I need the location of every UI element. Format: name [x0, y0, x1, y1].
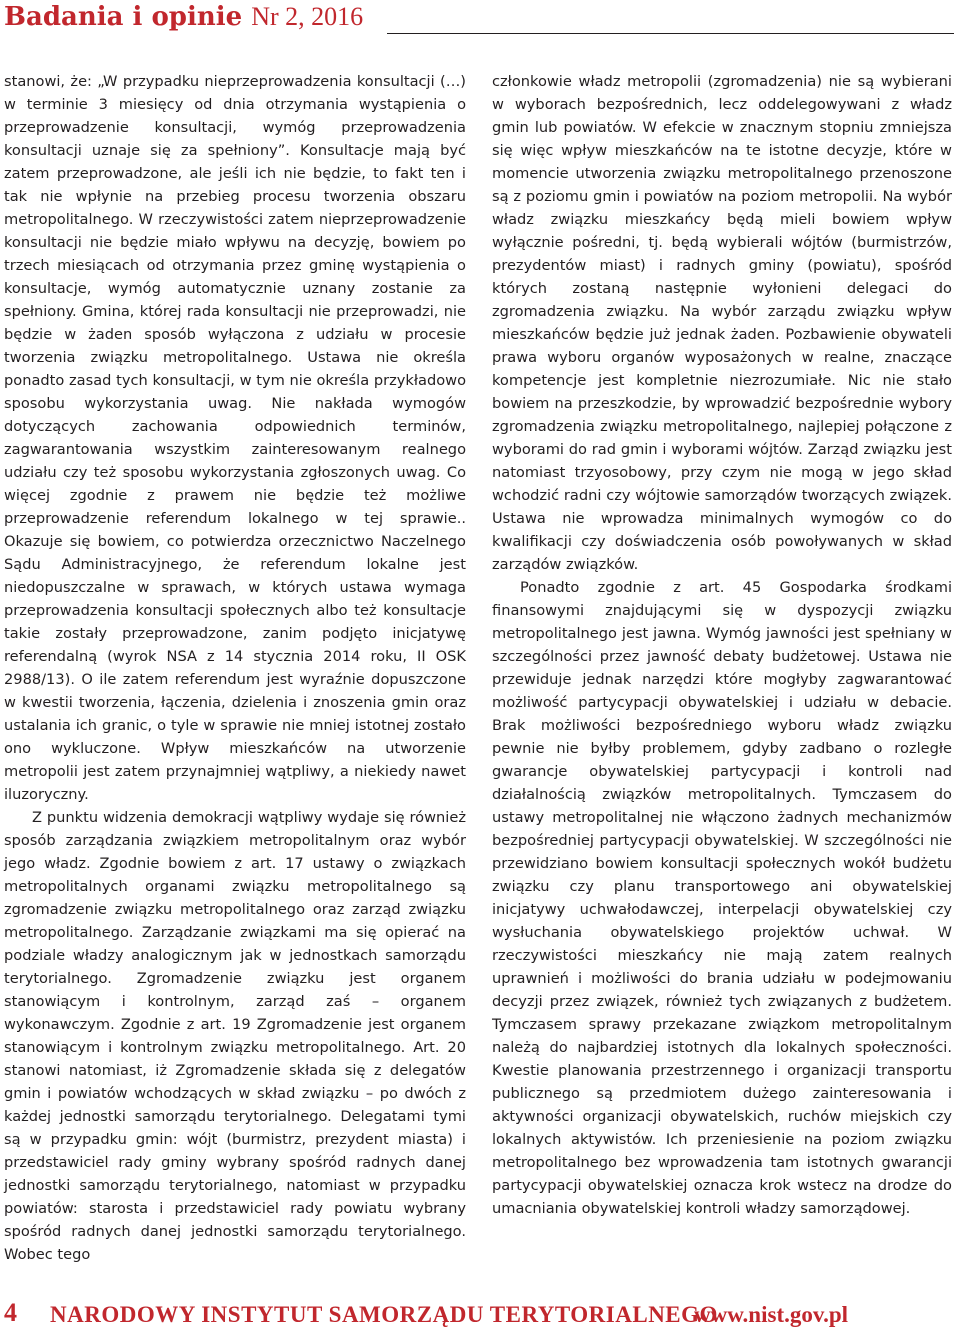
journal-title — [4, 2, 363, 32]
header-rule — [387, 33, 954, 34]
right-paragraph-1: członkowie władz metropolii (zgromadzenia) nie są wybierani w wyborach bezpośrednich, lecz oddelegowywani z władz gmin lub powiatów. W efekcie w znacznym stopniu zmniejsza się więc wpływ mieszkańców na te istotne decyzje, które w momencie utworzenia związku metropolitalnego przenoszone są z poziomu gmin i powiatów na poziom metropolii. Na wybór władz związku mieszkańcy będą mieli bowiem wpływ wyłącznie pośredni, tj. będą wybierali wójtów (burmistrzów, prezydentów miast) i radnych gminy (powiatu), spośród których zostaną następnie wyłonieni delegaci do zgromadzenia związku. Na wybór zarządu związku wpływ mieszkańców będzie już jednak żaden. Pozbawienie obywateli prawa wyboru organów wyposażonych w realne, znaczące kompetencje jest kompletnie niezrozumiałe. Nic nie stało bowiem na przeszkodzie, by wprowadzić bezpośrednie wybory zgromadzenia związku metropolitalnego, najlepiej połączone z wyborami do rad gmin i wyborami wójtów. Zarząd związku jest natomiast trzyosobowy, przy czym nie mogą w jego skład wchodzić radni czy wójtowie samorządów tworzących związek. Ustawa nie wprowadza minimalnych wymogów co do kwalifikacji czy doświadczenia osób powoływanych w skład zarządów związków. — [492, 73, 952, 573]
institute-name: NARODOWY INSTYTUT SAMORZĄDU TERYTORIALNEGO — [50, 1302, 718, 1327]
journal-issue: Nr 2, 2016 — [251, 2, 364, 31]
left-paragraph-2: Z punktu widzenia demokracji wątpliwy wydaje się również sposób zarządzania związkiem metropolitalnym oraz wybór jego władz. Zgodnie bowiem z art. 17 ustawy o związkach metropolitalnych organami związku metropolitalnego są zgromadzenie związku metropolitalnego oraz zarząd związku metropolitalnego. Zarządzanie związkami ma się opierać na podziale władzy analogicznym jak w jednostkach samorządu terytorialnego. Zgromadzenie związku jest organem stanowiącym i kontrolnym, zarząd zaś – organem wykonawczym. Zgodnie z art. 19 Zgromadzenie jest organem stanowiącym i kontrolnym związku metropolitalnego. Art. 20 stanowi natomiast, iż Zgromadzenie składa się z delegatów gmin i powiatów wchodzących w skład związku – po dwóch z każdej jednostki samorządu terytorialnego. Delegatami tymi są w przypadku gmin: wójt (burmistrz, prezydent miasta) i przedstawiciel rady gminy wybrany spośród radnych danej jednostki samorządu terytorialnego, natomiast w przypadku powiatów: starosta i przedstawiciel rady powiatu wybrany spośród radnych danej jednostki samorządu terytorialnego. Wobec tego — [4, 809, 466, 1263]
right-paragraph-2: Ponadto zgodnie z art. 45 Gospodarka środkami finansowymi znajdującymi się w dyspozycji związku metropolitalnego jest jawna. Wymóg jawności jest spełniany w szczególności przez jawność debaty budżetowej. Ustawa nie przewiduje jednak narzędzi które mogłyby zagwarantować możliwość partycypacji obywatelskiej i udziału w debacie. Brak możliwości bezpośredniego wyboru władz związku pewnie nie byłby problemem, gdyby zadbano o rozległe gwarancje obywatelskiej partycypacji i kontroli nad działalnością związków metropolitalnych. Tymczasem do ustawy metropolitalnej nie włączono żadnych mechanizmów bezpośredniej partycypacji obywatelskiej. W szczególności nie przewidziano bowiem konsultacji społecznych wokół budżetu związku czy planu transportowego ani obywatelskiej inicjatywy uchwałodawczej, interpelacji obywatelskiej czy wysłuchania obywatelskiego projektów uchwał. W rzeczywistości mieszkańcy nie mają zatem realnych uprawnień i możliwości do brania udziału w podejmowaniu decyzji przez związek, również tych związanych z budżetem. Tymczasem sprawy przekazane związkom metropolitalnym należą do najbardziej istotnych dla lokalnych społeczności. Kwestie planowania przestrzennego i organizacji transportu publicznego są przedmiotem dużego zainteresowania i aktywności organizacji obywatelskich, ruchów miejskich czy lokalnych aktywistów. Ich przeniesienie na poziom związku metropolitalnego bez wprowadzenia tam istotnych gwarancji partycypacji obywatelskiej oznacza krok wstecz na drodze do umacniania obywatelskiej kontroli władzy samorządowej. — [492, 579, 952, 1217]
page-number: 4 — [4, 1298, 17, 1327]
page-footer — [4, 1298, 954, 1330]
left-paragraph-1: stanowi, że: „W przypadku nieprzeprowadzenia konsultacji (…) w terminie 3 miesięcy od dnia otrzymania wystąpienia o przeprowadzenie konsultacji, wymóg przeprowadzenia konsultacji uznaje się za spełniony”. Konsultacje mają być zatem przeprowadzone, ale jeśli ich nie będzie, to fakt ten i tak nie wpłynie na przebieg procesu tworzenia obszaru metropolitalnego. W rzeczywistości zatem nieprzeprowadzenie konsultacji nie będzie miało wpływu na decyzję, bowiem po trzech miesiącach od otrzymania przez gminę wystąpienia o konsultacje, wymóg automatycznie uznany zostanie za spełniony. Gmina, której rada konsultacji nie przeprowadzi, nie będzie w żaden sposób wyłączona z udziału w procesie tworzenia związku metropolitalnego. Ustawa nie określa ponadto zasad tych konsultacji, w tym nie określa przykładowo sposobu wykorzystania uwag. Nie nakłada wymogów dotyczących zachowania odpowiednich terminów, zagwarantowania wszystkim zainteresowanym realnego udziału czy też sposobu wykorzystania zgłoszonych uwag. Co więcej zgodnie z prawem nie będzie też możliwe przeprowadzenie referendum lokalnego w tej sprawie.. Okazuje się bowiem, co potwierdza orzecznictwo Naczelnego Sądu Administracyjnego, że referendum lokalne jest niedopuszczalne w sprawach, w których ustawa wymaga przeprowadzenia konsultacji społecznych albo też konsultacje takie zostały przeprowadzone, zanim podjęto inicjatywę referendalną (wyrok NSA z 14 stycznia 2014 roku, II OSK 2988/13). O ile zatem referendum jest wyraźnie dopuszczone w kwestii tworzenia, łączenia, dzielenia i znoszenia gmin oraz ustalania ich granic, o tyle w sprawie nie mniej istotnej zostało ono wykluczone. Wpływ mieszkańców na utworzenie metropolii jest zatem przynajmniej wątpliwy, a niekiedy nawet iluzoryczny. — [4, 73, 466, 803]
website-link[interactable]: www.nist.gov.pl — [694, 1302, 849, 1327]
right-column — [492, 70, 952, 1220]
left-column — [4, 70, 466, 1266]
page-header — [4, 2, 954, 42]
journal-name: Badania i opinie — [4, 2, 243, 32]
